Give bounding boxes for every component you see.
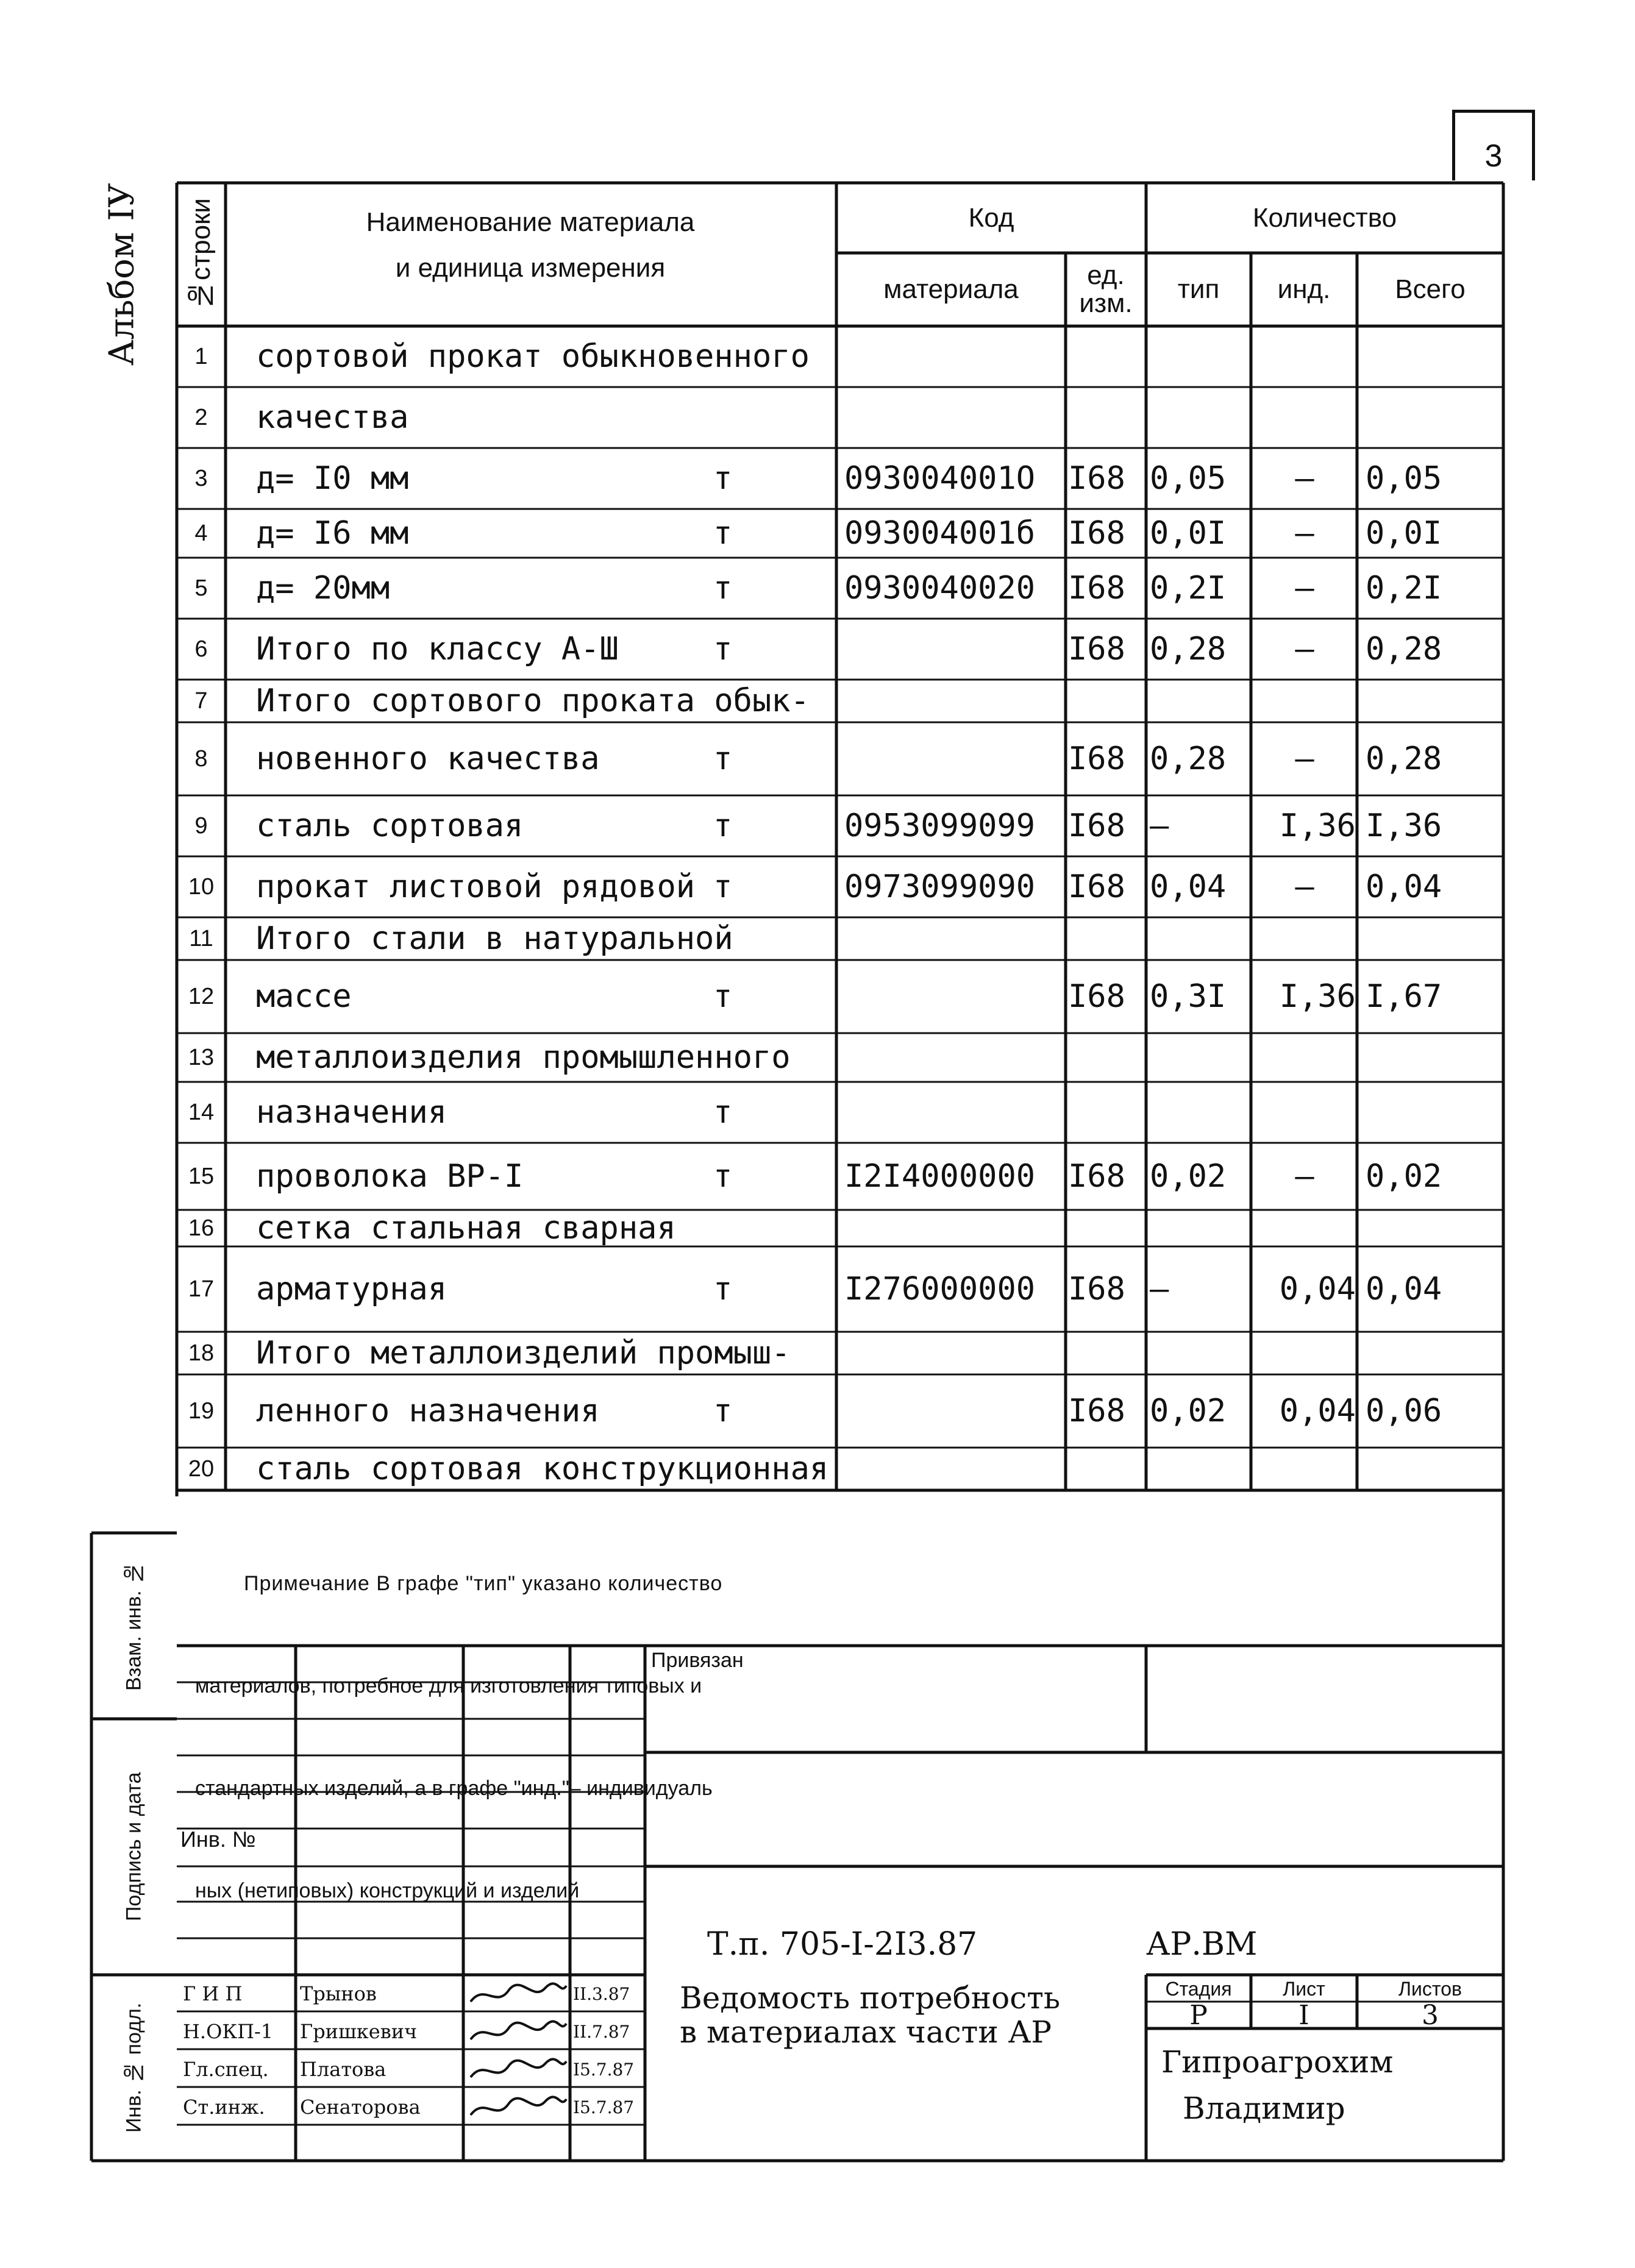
row-8-uc: I68 <box>1068 741 1125 777</box>
row-13-name: металлоизделия промышленного <box>256 1039 791 1076</box>
signer-3-role: Гл.спец. <box>183 2058 269 2081</box>
row-10-uc: I68 <box>1068 869 1125 905</box>
row-7-ind <box>1253 681 1359 721</box>
row-14-name: назначения <box>256 1094 447 1131</box>
row-4-n: 4 <box>194 520 208 546</box>
signer-4-name: Сенаторова <box>300 2096 421 2119</box>
row-16-unit <box>713 1211 835 1245</box>
row-13-code <box>844 1034 1064 1081</box>
row-11-typ <box>1150 919 1250 959</box>
signer-4-date: I5.7.87 <box>573 2097 635 2117</box>
row-15-total: 0,02 <box>1366 1158 1442 1195</box>
row-18-n: 18 <box>188 1340 215 1366</box>
stamp-stage: Р <box>1189 1999 1208 2031</box>
stamp-doc-code: Т.п. 705-I-2I3.87 <box>707 1926 978 1963</box>
side-label-podpis: Подпись и дата <box>122 1772 146 1922</box>
row-8-n: 8 <box>194 745 208 772</box>
row-4-name: д= I6 мм <box>256 515 409 552</box>
row-10-n: 10 <box>188 873 215 900</box>
stamp-sheet-label: Лист <box>1283 1977 1325 2000</box>
note-line3: стандартных изделий, а в графе "инд."– индивидуаль <box>195 1777 713 1800</box>
stamp-sheet: I <box>1298 1999 1309 2031</box>
row-9-uc: I68 <box>1068 808 1125 844</box>
row-18-typ <box>1150 1333 1250 1373</box>
stamp-sheets-label: Листов <box>1398 1977 1462 2000</box>
header-unit: ед. изм. <box>1079 260 1133 318</box>
row-17-n: 17 <box>188 1276 215 1302</box>
row-6-name: Итого по классу А-Ш <box>256 631 619 667</box>
signer-3-name: Платова <box>300 2058 386 2081</box>
row-15-unit: т <box>713 1158 733 1195</box>
row-3-uc: I68 <box>1068 460 1125 497</box>
stamp-sheets: 3 <box>1422 1999 1439 2031</box>
row-8-name: новенного качества <box>256 741 600 777</box>
row-19-ind: 0,04 <box>1279 1393 1356 1429</box>
row-20-typ <box>1150 1449 1250 1489</box>
row-1-total <box>1366 327 1502 386</box>
row-1-unit <box>713 327 835 386</box>
note <box>195 1498 1049 1942</box>
row-2-unit <box>713 388 835 447</box>
row-9-unit: т <box>713 808 733 844</box>
row-2-typ <box>1150 388 1250 447</box>
row-4-uc: I68 <box>1068 515 1125 552</box>
row-14-uc <box>1068 1083 1145 1142</box>
row-9-ind: I,36 <box>1279 808 1356 844</box>
row-11-uc <box>1068 919 1145 959</box>
row-14-n: 14 <box>188 1099 215 1125</box>
row-9-code: 0953099099 <box>844 808 1036 844</box>
row-7-uc <box>1068 681 1145 721</box>
row-12-name: массе <box>256 978 352 1015</box>
row-18-uc <box>1068 1333 1145 1373</box>
note-line1: Примечание В графе "тип" указано количество <box>244 1572 723 1595</box>
header-total: Всего <box>1395 274 1466 304</box>
row-17-total: 0,04 <box>1366 1271 1442 1307</box>
header-row-no: №строки <box>186 198 216 311</box>
signer-1-signature <box>466 1977 569 2010</box>
row-9-total: I,36 <box>1366 808 1442 844</box>
row-2-total <box>1366 388 1502 447</box>
row-7-n: 7 <box>194 688 208 714</box>
header-ind: инд. <box>1277 274 1331 304</box>
row-7-total <box>1366 681 1502 721</box>
row-3-n: 3 <box>194 465 208 491</box>
header-material: материала <box>883 274 1019 304</box>
row-7-code <box>844 681 1064 721</box>
row-12-ind: I,36 <box>1279 978 1356 1015</box>
row-19-typ: 0,02 <box>1150 1393 1227 1429</box>
signer-2-role: Н.ОКП-1 <box>183 2020 274 2043</box>
row-10-name: прокат листовой рядовой <box>256 869 696 905</box>
row-11-n: 11 <box>189 925 213 951</box>
row-11-unit <box>713 919 835 959</box>
stamp-privyazan: Привязан <box>651 1649 744 1672</box>
row-6-unit: т <box>713 631 733 667</box>
row-9-typ: – <box>1150 808 1169 844</box>
row-15-name: проволока ВР-I <box>256 1158 524 1195</box>
row-18-ind <box>1253 1333 1359 1373</box>
row-13-n: 13 <box>188 1044 215 1070</box>
row-1-n: 1 <box>194 343 208 369</box>
signer-4-signature <box>466 2091 569 2124</box>
row-17-uc: I68 <box>1068 1271 1125 1307</box>
row-1-typ <box>1150 327 1250 386</box>
row-8-total: 0,28 <box>1366 741 1442 777</box>
row-2-code <box>844 388 1064 447</box>
row-7-name: Итого сортового проката обык- <box>256 683 810 719</box>
row-12-n: 12 <box>188 983 215 1009</box>
row-20-ind <box>1253 1449 1359 1489</box>
row-8-ind: – <box>1295 741 1314 777</box>
row-1-name: сортовой прокат обыкновенного <box>256 338 810 375</box>
row-12-total: I,67 <box>1366 978 1442 1015</box>
row-5-typ: 0,2I <box>1150 570 1227 606</box>
row-20-code <box>844 1449 1064 1489</box>
row-3-ind: – <box>1295 460 1314 497</box>
row-1-uc <box>1068 327 1145 386</box>
signer-2-date: II.7.87 <box>573 2021 630 2042</box>
row-20-uc <box>1068 1449 1145 1489</box>
row-12-unit: т <box>713 978 733 1015</box>
stamp-org-line2: Владимир <box>1183 2091 1345 2126</box>
row-18-total <box>1366 1333 1502 1373</box>
header-name-line2: и единица измерения <box>395 253 666 283</box>
row-15-code: I2I4000000 <box>844 1158 1036 1195</box>
row-9-n: 9 <box>194 812 208 839</box>
header-quantity: Количество <box>1252 202 1397 233</box>
row-19-name: ленного назначения <box>256 1393 600 1429</box>
row-16-uc <box>1068 1211 1145 1245</box>
row-2-name: качества <box>256 399 409 436</box>
row-10-ind: – <box>1295 869 1314 905</box>
stamp-inv-no: Инв. № <box>180 1827 256 1852</box>
row-6-n: 6 <box>194 636 208 662</box>
row-16-n: 16 <box>188 1215 215 1241</box>
row-6-code <box>844 620 1064 678</box>
row-1-ind <box>1253 327 1359 386</box>
row-5-code: 0930040020 <box>844 570 1036 606</box>
row-5-ind: – <box>1295 570 1314 606</box>
row-3-name: д= I0 мм <box>256 460 409 497</box>
row-4-unit: т <box>713 515 733 552</box>
row-17-ind: 0,04 <box>1279 1271 1356 1307</box>
signer-1-name: Трынов <box>300 1982 377 2005</box>
row-19-code <box>844 1376 1064 1446</box>
row-12-uc: I68 <box>1068 978 1125 1015</box>
stamp-title-line1: Ведомость потребность <box>680 1980 1061 2016</box>
signer-4-role: Ст.инж. <box>183 2096 265 2119</box>
signer-1-date: II.3.87 <box>573 1983 630 2004</box>
row-13-unit <box>713 1034 835 1081</box>
row-3-typ: 0,05 <box>1150 460 1227 497</box>
row-12-code <box>844 961 1064 1032</box>
row-5-name: д= 20мм <box>256 570 390 606</box>
signer-1-role: Г И П <box>183 1982 243 2005</box>
album-label: Альбом IУ <box>102 183 142 366</box>
header-code: Код <box>968 202 1014 233</box>
signer-3-date: I5.7.87 <box>573 2059 635 2080</box>
row-13-uc <box>1068 1034 1145 1081</box>
row-5-uc: I68 <box>1068 570 1125 606</box>
row-15-ind: – <box>1295 1158 1314 1195</box>
row-6-ind: – <box>1295 631 1314 667</box>
row-8-typ: 0,28 <box>1150 741 1227 777</box>
row-8-code <box>844 723 1064 794</box>
row-11-code <box>844 919 1064 959</box>
stamp-title-line2: в материалах части АР <box>680 2014 1052 2050</box>
row-18-unit <box>713 1333 835 1373</box>
row-10-total: 0,04 <box>1366 869 1442 905</box>
row-6-total: 0,28 <box>1366 631 1442 667</box>
row-14-typ <box>1150 1083 1250 1142</box>
stamp-stage-label: Стадия <box>1165 1977 1232 2000</box>
side-label-vzam: Взам. инв. № <box>122 1561 146 1691</box>
stamp-org-line1: Гипроагрохим <box>1161 2044 1394 2080</box>
header-name-line1: Наименование материала <box>366 207 695 237</box>
row-13-total <box>1366 1034 1502 1081</box>
row-16-name: сетка стальная сварная <box>256 1210 676 1246</box>
row-6-typ: 0,28 <box>1150 631 1227 667</box>
row-8-unit: т <box>713 741 733 777</box>
row-11-ind <box>1253 919 1359 959</box>
stamp-mark: АР.ВМ <box>1146 1926 1258 1963</box>
signer-3-signature <box>466 2053 569 2086</box>
row-10-code: 0973099090 <box>844 869 1036 905</box>
row-15-typ: 0,02 <box>1150 1158 1227 1195</box>
row-19-total: 0,06 <box>1366 1393 1442 1429</box>
row-5-total: 0,2I <box>1366 570 1442 606</box>
note-line4: ных (нетиповых) конструкций и изделий <box>195 1879 580 1902</box>
row-2-n: 2 <box>194 404 208 430</box>
row-10-typ: 0,04 <box>1150 869 1227 905</box>
row-14-total <box>1366 1083 1502 1142</box>
row-4-ind: – <box>1295 515 1314 552</box>
row-17-typ: – <box>1150 1271 1169 1307</box>
row-16-ind <box>1253 1211 1359 1245</box>
row-1-code <box>844 327 1064 386</box>
row-3-total: 0,05 <box>1366 460 1442 497</box>
row-20-name: сталь сортовая конструкционная <box>256 1451 829 1487</box>
row-16-total <box>1366 1211 1502 1245</box>
row-9-name: сталь сортовая <box>256 808 524 844</box>
row-5-n: 5 <box>194 575 208 601</box>
row-19-uc: I68 <box>1068 1393 1125 1429</box>
row-5-unit: т <box>713 570 733 606</box>
row-16-code <box>844 1211 1064 1245</box>
row-18-name: Итого металлоизделий промыш- <box>256 1335 791 1371</box>
stamp-title <box>680 1981 1060 2049</box>
row-3-code: 093004001О <box>844 460 1036 497</box>
row-14-unit: т <box>713 1094 733 1131</box>
row-12-typ: 0,3I <box>1150 978 1227 1015</box>
row-15-n: 15 <box>188 1163 215 1189</box>
header-typ: тип <box>1177 274 1220 304</box>
row-20-unit <box>713 1449 835 1489</box>
row-17-name: арматурная <box>256 1271 447 1307</box>
row-19-n: 19 <box>188 1398 215 1424</box>
row-4-total: 0,0I <box>1366 515 1442 552</box>
row-2-uc <box>1068 388 1145 447</box>
row-2-ind <box>1253 388 1359 447</box>
side-label-inv-podl: Инв. № подл. <box>122 2002 146 2133</box>
row-7-unit <box>713 681 835 721</box>
row-17-unit: т <box>713 1271 733 1307</box>
row-17-code: I276000000 <box>844 1271 1036 1307</box>
row-16-typ <box>1150 1211 1250 1245</box>
row-10-unit: т <box>713 869 733 905</box>
row-11-total <box>1366 919 1502 959</box>
row-11-name: Итого стали в натуральной <box>256 920 733 957</box>
row-18-code <box>844 1333 1064 1373</box>
row-13-ind <box>1253 1034 1359 1081</box>
row-4-code: 093004001б <box>844 515 1036 552</box>
row-15-uc: I68 <box>1068 1158 1125 1195</box>
row-14-code <box>844 1083 1064 1142</box>
signer-2-signature <box>466 2015 569 2048</box>
signer-2-name: Гришкевич <box>300 2020 418 2043</box>
row-3-unit: т <box>713 460 733 497</box>
row-19-unit: т <box>713 1393 733 1429</box>
note-line2: материалов, потребное для изготовления типовых и <box>195 1674 702 1697</box>
row-20-total <box>1366 1449 1502 1489</box>
row-4-typ: 0,0I <box>1150 515 1227 552</box>
row-14-ind <box>1253 1083 1359 1142</box>
row-6-uc: I68 <box>1068 631 1125 667</box>
stamp-org <box>1161 2039 1393 2131</box>
sheet-number: 3 <box>1452 110 1535 180</box>
row-7-typ <box>1150 681 1250 721</box>
row-13-typ <box>1150 1034 1250 1081</box>
row-20-n: 20 <box>188 1456 215 1482</box>
